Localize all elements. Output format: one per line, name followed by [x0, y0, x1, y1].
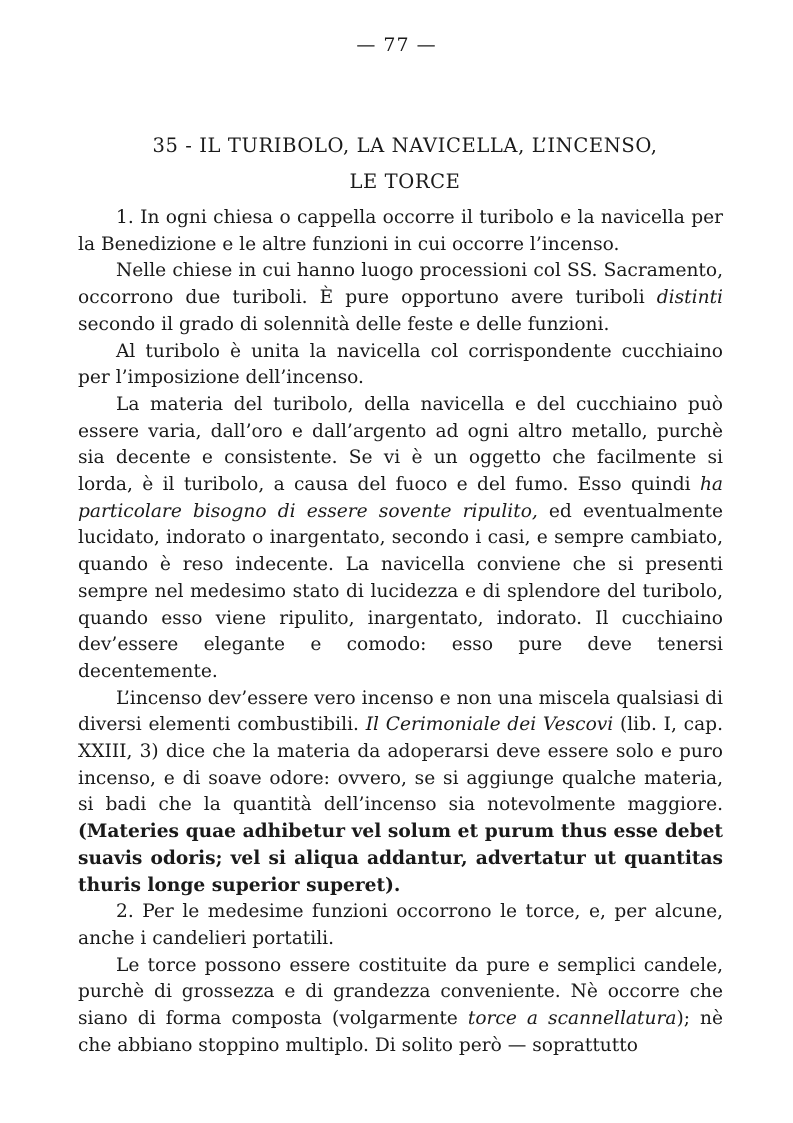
- paragraph-3: [78, 339, 723, 392]
- paragraph-run: (lib. I, cap. XXIII, 3) dice che la materia da adoperarsi deve essere solo e puro incenso, e di soave odore: ovvero, se si aggiunge qualche materia, si badi che la quantità dell’incenso sia notevolmente maggiore.: [78, 714, 723, 816]
- body-text: [78, 205, 723, 1060]
- paragraph-2: [78, 258, 723, 338]
- paragraph-6: [78, 899, 723, 952]
- page-number: — 77 —: [356, 34, 437, 56]
- paragraph-run: L’incenso dev’essere vero incenso e non una miscela qualsiasi di diversi elementi combustibili.: [78, 687, 723, 736]
- paragraph-run-bold: (Materies quae adhibetur vel solum et purum thus esse debet suavis odoris; vel si aliqua addantur, advertatur ut quantitas thuris longe superior superet).: [78, 821, 723, 896]
- paragraph-run-italic: distinti: [656, 287, 723, 309]
- paragraph-5: [78, 686, 723, 900]
- paragraph-run: Al turibolo è unita la navicella col corrispondente cucchiaino per l’imposizione dell’incenso.: [78, 340, 723, 389]
- section-heading: [95, 128, 715, 200]
- paragraph-run: Nelle chiese in cui hanno luogo processioni col SS. Sacramento, occorrono due turiboli. È pure opportuno avere turiboli: [78, 260, 723, 309]
- paragraph-run-italic: torce a scannellatura: [467, 1008, 677, 1030]
- paragraph-4: [78, 392, 723, 686]
- paragraph-run: Le torce possono essere costituite da pure e semplici candele, purchè di grossezza e di grandezza conveniente. Nè occorre che siano di forma composta (volgarmente: [78, 954, 723, 1030]
- paragraph-run: 2. Per le medesime funzioni occorrono le torce, e, per alcune, anche i candelieri portatili.: [78, 901, 723, 949]
- paragraph-run-italic: ha particolare bisogno di essere sovente ripulito,: [78, 474, 723, 522]
- paragraph-1: [78, 205, 723, 258]
- section-heading-line-1: 35 - IL TURIBOLO, LA NAVICELLA, L’INCENSO,: [152, 134, 658, 157]
- paragraph-run: 1. In ogni chiesa o cappella occorre il turibolo e la navicella per la Benedizione e le altre funzioni in cui occorre l’incenso.: [78, 207, 723, 255]
- paragraph-run: secondo il grado di solennità delle feste e delle funzioni.: [78, 313, 610, 335]
- paragraph-run: La materia del turibolo, della navicella e del cucchiaino può essere varia, dall’oro e dall’argento ad ogni altro metallo, purchè sia decente e consistente. Se vi è un oggetto che facilmente si lorda, è il turibolo, a causa del fuoco e del fumo. Esso quindi: [78, 393, 723, 496]
- paragraph-run: ); nè che abbiano stoppino multiplo. Di solito però — soprattutto: [78, 1008, 723, 1056]
- paragraph-7: [78, 953, 723, 1060]
- paragraph-run: ed eventualmente lucidato, indorato o inargentato, secondo i casi, e sempre cambiato, quando è reso indecente. La navicella conviene che si presenti sempre nel medesimo stato di lucidezza e di splendore del turibolo, quando esso viene ripulito, inargentato, indorato. Il cucchiaino dev’essere elegante e comodo: esso pure deve tenersi decentemente.: [78, 500, 724, 682]
- paragraph-run-italic: Il Cerimoniale dei Vescovi: [365, 714, 614, 736]
- section-heading-line-2: LE TORCE: [349, 170, 461, 193]
